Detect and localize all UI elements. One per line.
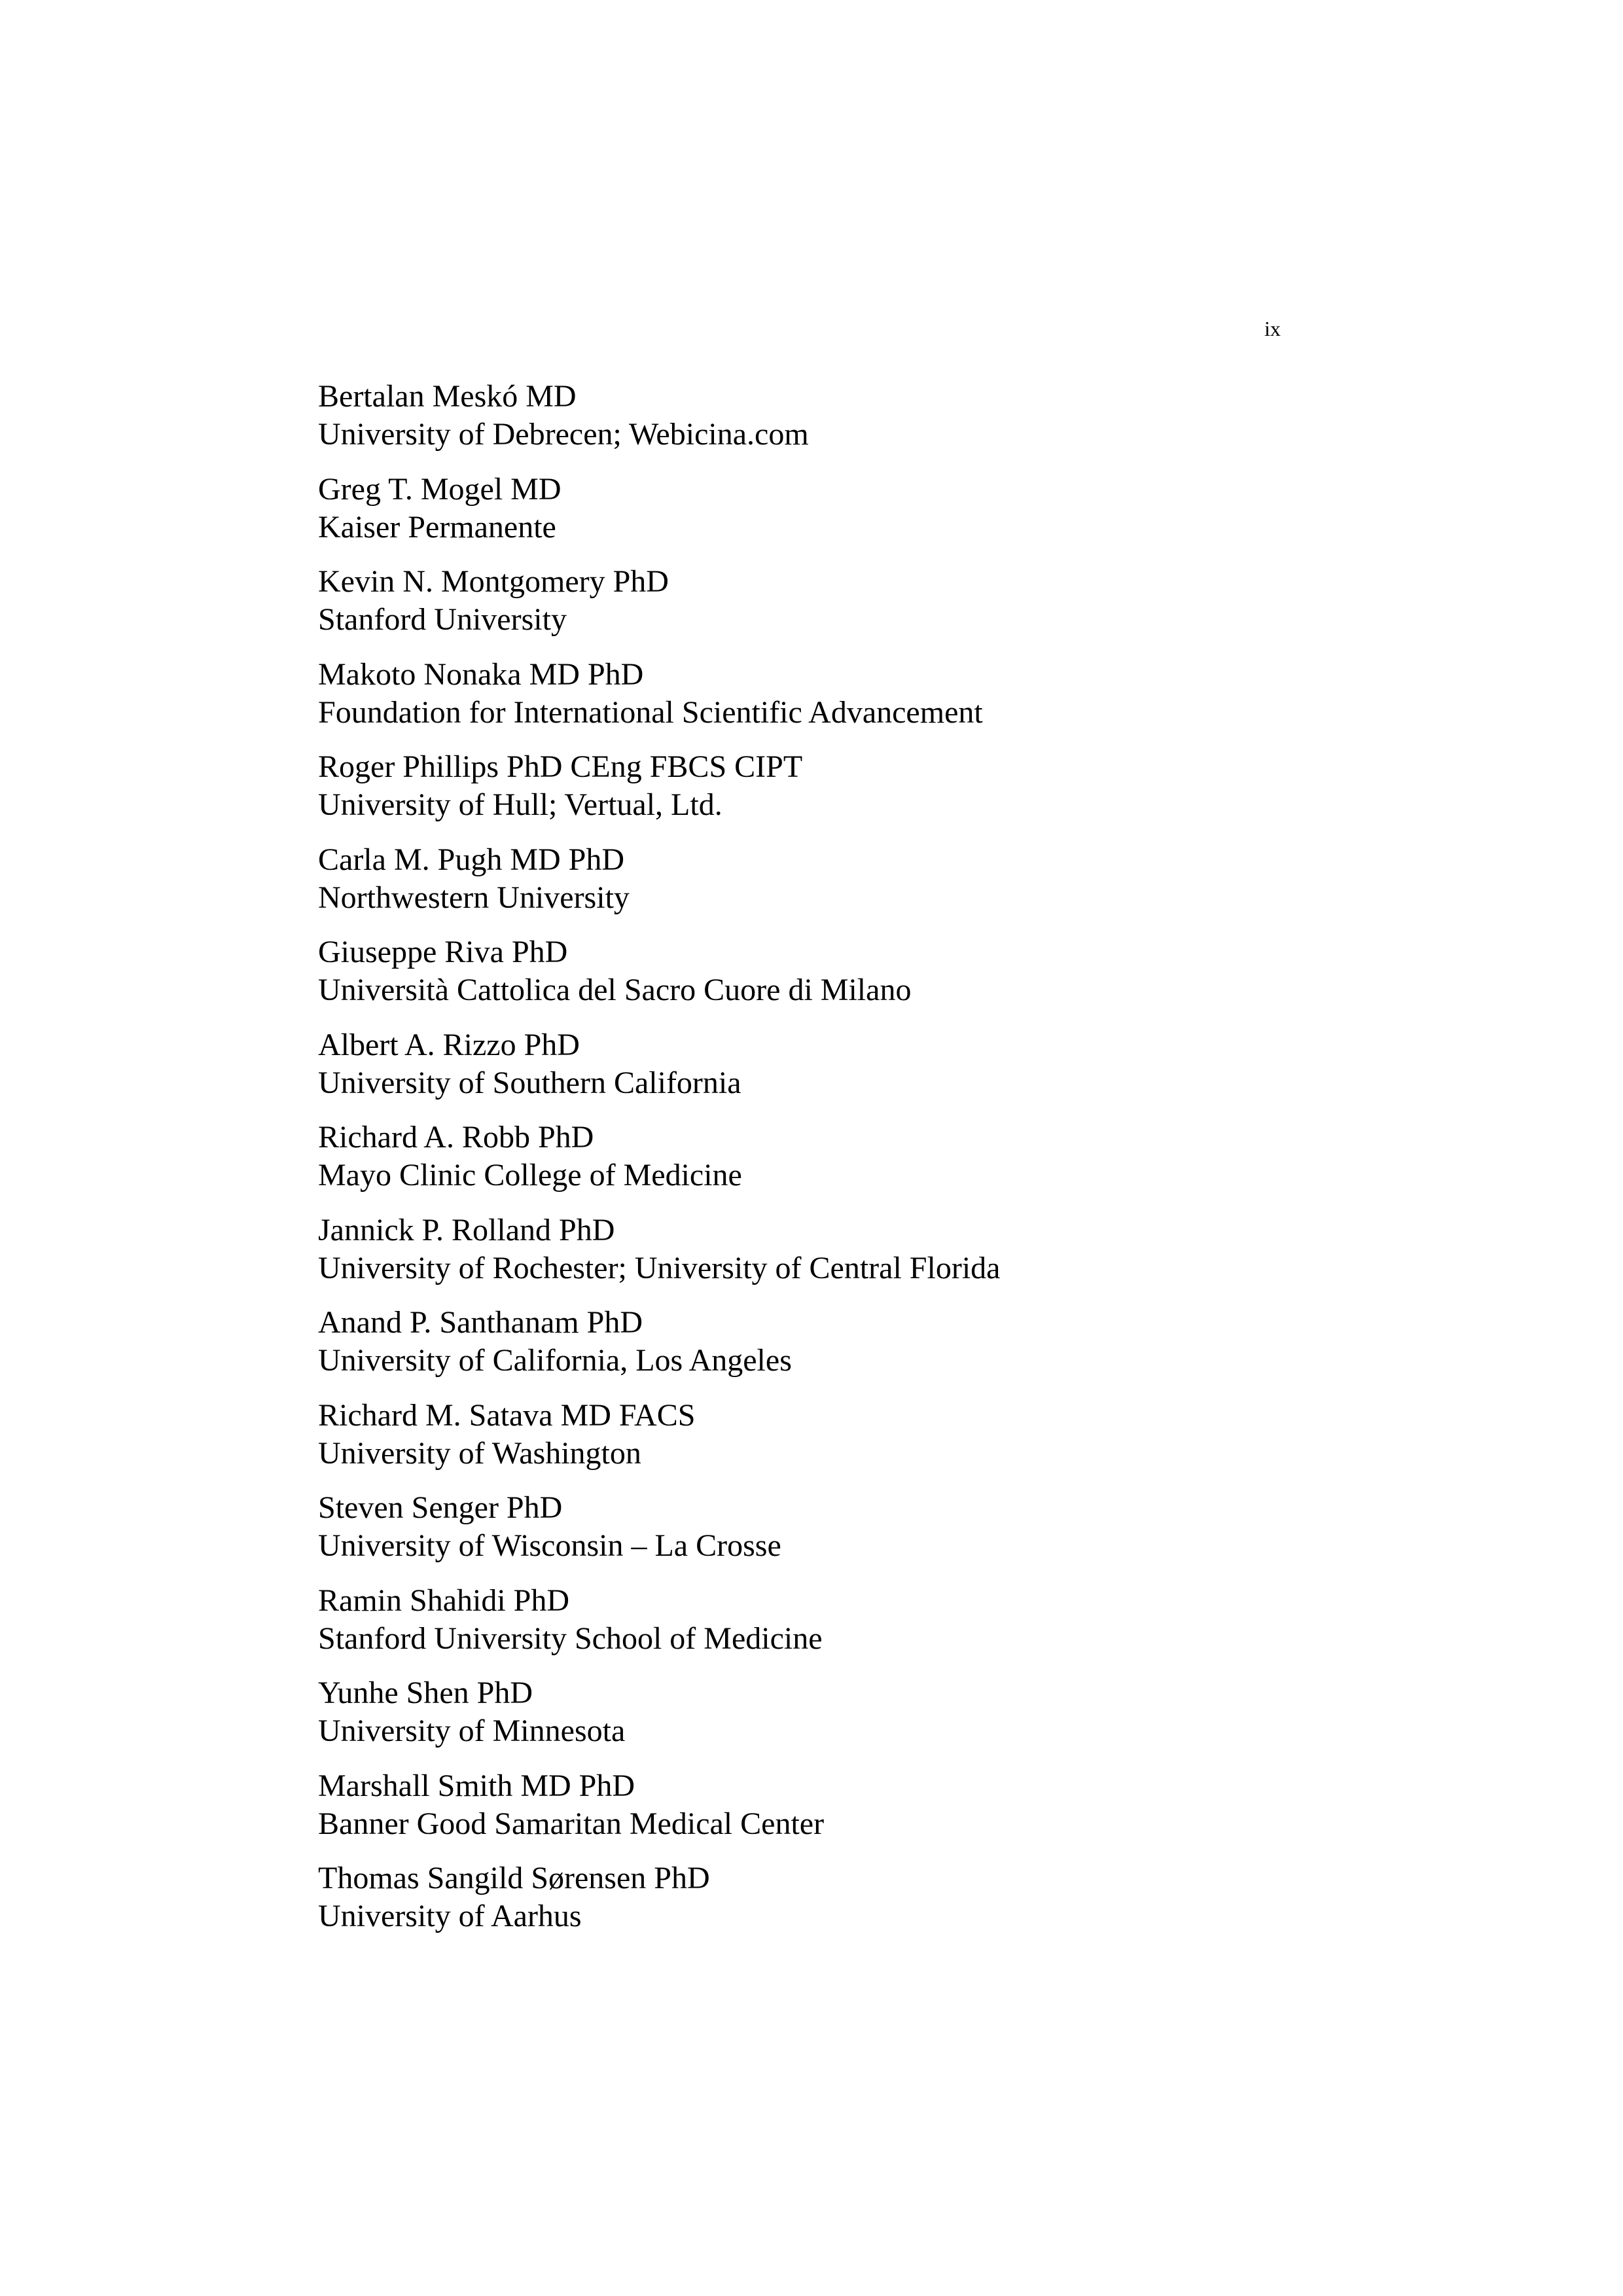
contributor-affiliation: Stanford University bbox=[318, 602, 567, 637]
contributor-entry bbox=[318, 1489, 1496, 1582]
contributor-name: Steven Senger PhD bbox=[318, 1490, 563, 1525]
contributor-entry bbox=[318, 1397, 1496, 1490]
contributor-entry bbox=[318, 748, 1496, 841]
contributor-name: Kevin N. Montgomery PhD bbox=[318, 564, 669, 599]
contributor-name: Thomas Sangild Sørensen PhD bbox=[318, 1861, 710, 1895]
contributor-entry bbox=[318, 933, 1496, 1026]
page-number: ix bbox=[1264, 317, 1281, 340]
contributor-name: Giuseppe Riva PhD bbox=[318, 935, 568, 969]
contributor-name: Roger Phillips PhD CEng FBCS CIPT bbox=[318, 749, 803, 784]
contributor-affiliation: Foundation for International Scientific Advancement bbox=[318, 694, 983, 730]
contributor-name: Albert A. Rizzo PhD bbox=[318, 1027, 580, 1062]
contributor-name: Ramin Shahidi PhD bbox=[318, 1583, 570, 1618]
contributor-entry bbox=[318, 1211, 1496, 1304]
contributor-affiliation: Northwestern University bbox=[318, 880, 630, 915]
contributor-list bbox=[318, 378, 1496, 1952]
contributor-name: Richard A. Robb PhD bbox=[318, 1120, 594, 1155]
contributor-entry bbox=[318, 656, 1496, 749]
contributor-entry bbox=[318, 1582, 1496, 1675]
contributor-affiliation: Mayo Clinic College of Medicine bbox=[318, 1158, 742, 1193]
contributor-affiliation: Stanford University School of Medicine bbox=[318, 1621, 823, 1656]
contributor-entry bbox=[318, 1304, 1496, 1397]
contributor-affiliation: Banner Good Samaritan Medical Center bbox=[318, 1806, 825, 1841]
contributor-name: Jannick P. Rolland PhD bbox=[318, 1212, 615, 1247]
contributor-name: Bertalan Meskó MD bbox=[318, 379, 577, 414]
contributor-entry bbox=[318, 1674, 1496, 1767]
contributor-entry bbox=[318, 1026, 1496, 1119]
contributor-affiliation: University of Wisconsin – La Crosse bbox=[318, 1528, 781, 1563]
contributor-entry bbox=[318, 1767, 1496, 1860]
contributor-entry bbox=[318, 1119, 1496, 1211]
contributor-name: Makoto Nonaka MD PhD bbox=[318, 656, 644, 692]
contributor-affiliation: Kaiser Permanente bbox=[318, 509, 556, 545]
contributor-name: Greg T. Mogel MD bbox=[318, 471, 562, 507]
contributor-affiliation: Università Cattolica del Sacro Cuore di Milano bbox=[318, 973, 912, 1007]
contributor-name: Marshall Smith MD PhD bbox=[318, 1768, 635, 1803]
contributor-entry bbox=[318, 841, 1496, 934]
contributor-name: Richard M. Satava MD FACS bbox=[318, 1397, 696, 1433]
contributor-entry bbox=[318, 563, 1496, 656]
contributor-entry bbox=[318, 378, 1496, 471]
contributor-affiliation: University of Debrecen; Webicina.com bbox=[318, 417, 809, 452]
contributor-affiliation: University of Southern California bbox=[318, 1065, 741, 1100]
contributor-affiliation: University of Rochester; University of Central Florida bbox=[318, 1250, 1001, 1285]
contributor-affiliation: University of Minnesota bbox=[318, 1713, 626, 1748]
contributor-entry bbox=[318, 1859, 1496, 1952]
contributor-entry bbox=[318, 471, 1496, 564]
contributor-affiliation: University of Aarhus bbox=[318, 1899, 582, 1933]
contributor-affiliation: University of Hull; Vertual, Ltd. bbox=[318, 787, 722, 822]
contributor-name: Anand P. Santhanam PhD bbox=[318, 1305, 643, 1340]
contributor-name: Carla M. Pugh MD PhD bbox=[318, 842, 625, 877]
contributor-affiliation: University of Washington bbox=[318, 1435, 641, 1471]
contributor-name: Yunhe Shen PhD bbox=[318, 1676, 533, 1710]
contributor-affiliation: University of California, Los Angeles bbox=[318, 1343, 792, 1378]
